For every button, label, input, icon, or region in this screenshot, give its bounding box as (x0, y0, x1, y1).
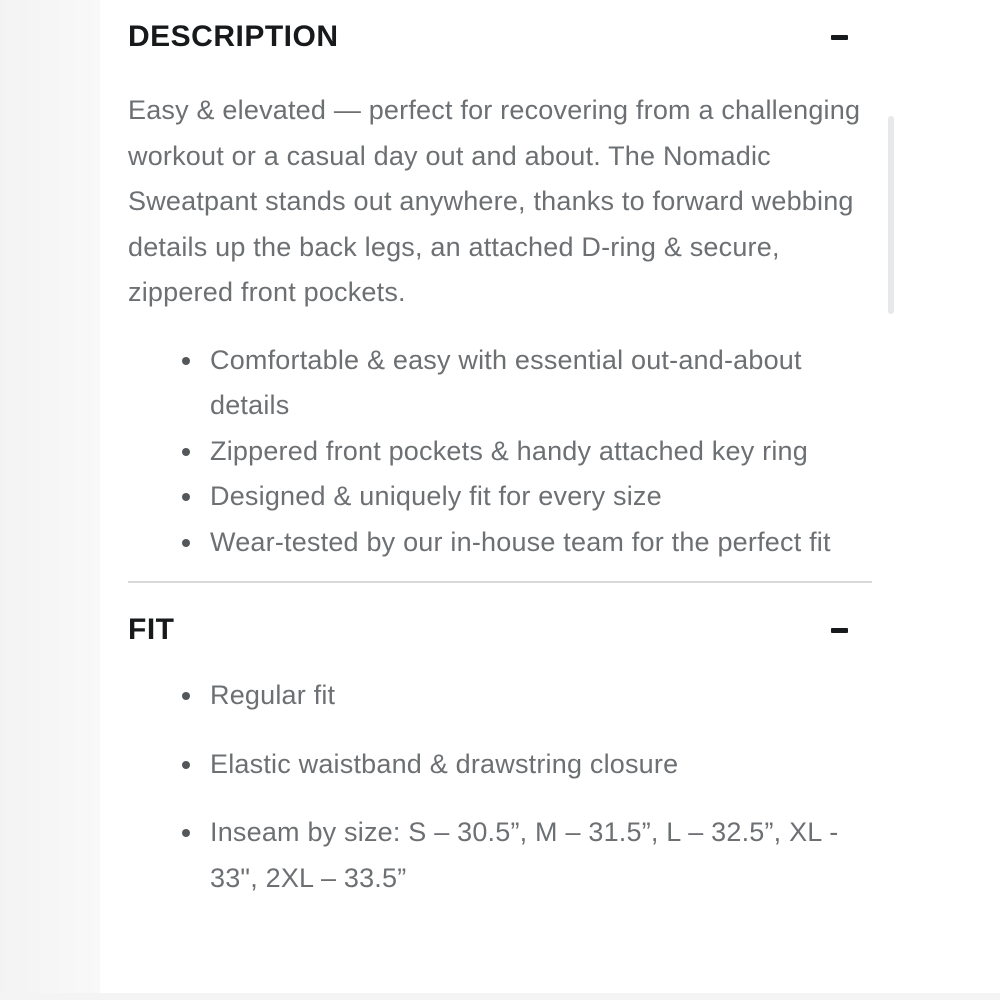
minus-icon (831, 35, 848, 40)
fit-bullet-list (128, 673, 872, 901)
minus-icon (831, 628, 848, 633)
fit-section-header[interactable] (128, 613, 872, 647)
list-item: Zippered front pockets & handy attached key ring (210, 429, 872, 475)
list-item: Regular fit (210, 673, 872, 719)
description-scroll-area[interactable] (128, 88, 928, 316)
product-info-panel (100, 0, 1000, 901)
description-section-header[interactable] (128, 20, 872, 54)
description-section-title: DESCRIPTION (128, 20, 339, 53)
list-item: Inseam by size: S – 30.5”, M – 31.5”, L – 32.5”, XL - 33", 2XL – 33.5” (210, 810, 872, 901)
description-collapse-button[interactable] (829, 29, 850, 46)
list-item: Comfortable & easy with essential out-and-about details (210, 338, 872, 429)
list-item: Wear-tested by our in-house team for the perfect fit (210, 520, 872, 566)
fit-collapse-button[interactable] (829, 622, 850, 639)
description-bullet-list (128, 338, 872, 566)
description-paragraph: Easy & elevated — perfect for recovering from a challenging workout or a casual day out and about. The Nomadic Sweatpant stands out anywhere, thanks to forward webbing details up the back legs, an attached D-ring & secure, zippered front pockets. (128, 95, 861, 307)
page-gutter-left (0, 0, 100, 1000)
list-item: Designed & uniquely fit for every size (210, 474, 872, 520)
scrollbar-thumb[interactable] (888, 116, 894, 314)
fit-section-title: FIT (128, 613, 175, 646)
list-item: Elastic waistband & drawstring closure (210, 742, 872, 788)
page-gutter-bottom (0, 993, 1000, 1000)
section-fit (128, 613, 1000, 901)
section-divider (128, 581, 872, 583)
section-description (128, 20, 1000, 565)
